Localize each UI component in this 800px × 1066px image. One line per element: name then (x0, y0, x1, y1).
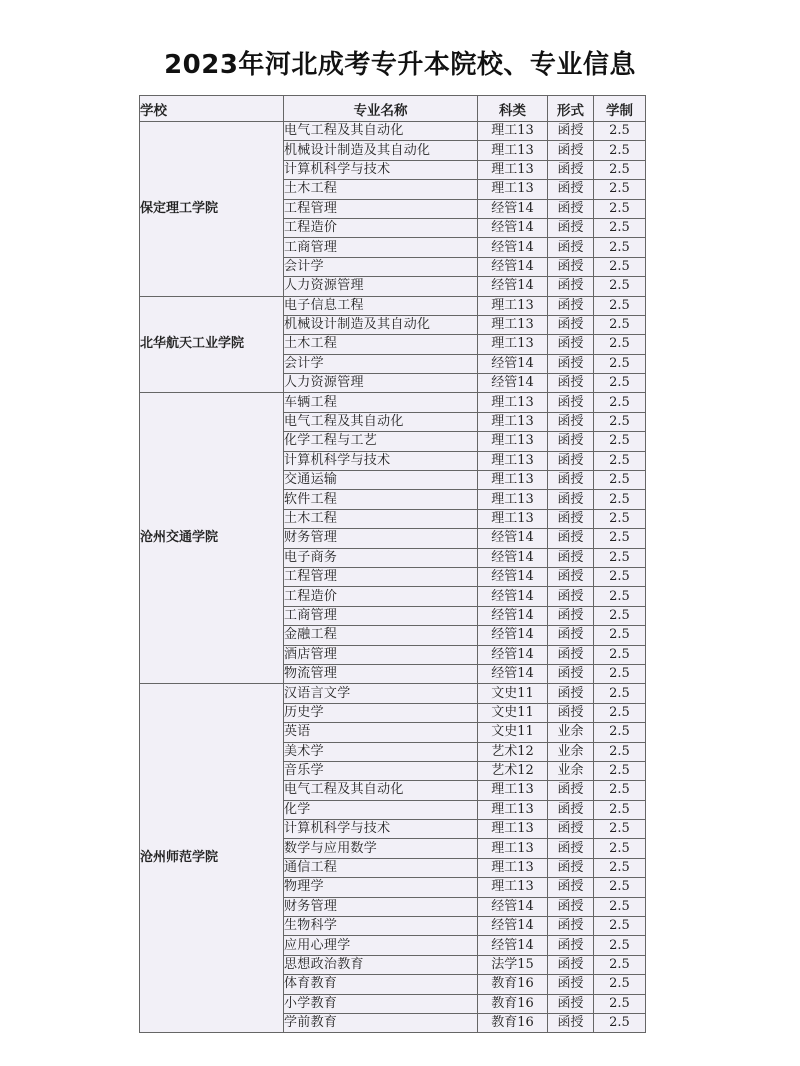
years-cell: 2.5 (594, 490, 646, 509)
years-cell: 2.5 (594, 664, 646, 683)
years-cell: 2.5 (594, 218, 646, 237)
years-cell: 2.5 (594, 897, 646, 916)
form-cell: 函授 (548, 490, 594, 509)
table-body (140, 122, 646, 1033)
years-cell: 2.5 (594, 975, 646, 994)
major-cell: 土木工程 (284, 180, 478, 199)
form-cell: 函授 (548, 1013, 594, 1032)
years-cell: 2.5 (594, 432, 646, 451)
category-cell: 理工13 (478, 490, 548, 509)
category-cell: 理工13 (478, 315, 548, 334)
years-cell: 2.5 (594, 354, 646, 373)
category-cell: 理工13 (478, 800, 548, 819)
form-cell: 函授 (548, 277, 594, 296)
years-cell: 2.5 (594, 471, 646, 490)
category-cell: 教育16 (478, 994, 548, 1013)
years-cell: 2.5 (594, 451, 646, 470)
category-cell: 理工13 (478, 781, 548, 800)
category-cell: 理工13 (478, 471, 548, 490)
major-cell: 工商管理 (284, 238, 478, 257)
major-cell: 车辆工程 (284, 393, 478, 412)
form-cell: 函授 (548, 820, 594, 839)
major-cell: 人力资源管理 (284, 277, 478, 296)
major-cell: 会计学 (284, 257, 478, 276)
form-cell: 函授 (548, 994, 594, 1013)
form-cell: 函授 (548, 839, 594, 858)
form-cell: 函授 (548, 664, 594, 683)
major-cell: 酒店管理 (284, 645, 478, 664)
major-cell: 工程造价 (284, 587, 478, 606)
years-cell: 2.5 (594, 936, 646, 955)
major-cell: 机械设计制造及其自动化 (284, 315, 478, 334)
years-cell: 2.5 (594, 122, 646, 141)
major-cell: 计算机科学与技术 (284, 160, 478, 179)
form-cell: 函授 (548, 684, 594, 703)
form-cell: 函授 (548, 451, 594, 470)
category-cell: 经管14 (478, 917, 548, 936)
form-cell: 函授 (548, 606, 594, 625)
category-cell: 教育16 (478, 1013, 548, 1032)
years-cell: 2.5 (594, 141, 646, 160)
major-cell: 电气工程及其自动化 (284, 412, 478, 431)
major-cell: 体育教育 (284, 975, 478, 994)
category-cell: 经管14 (478, 277, 548, 296)
category-cell: 经管14 (478, 238, 548, 257)
school-name-cell: 沧州师范学院 (140, 684, 284, 1033)
category-cell: 经管14 (478, 936, 548, 955)
major-cell: 英语 (284, 723, 478, 742)
category-cell: 理工13 (478, 296, 548, 315)
years-cell: 2.5 (594, 257, 646, 276)
major-cell: 工程管理 (284, 567, 478, 586)
category-cell: 理工13 (478, 412, 548, 431)
major-cell: 交通运输 (284, 471, 478, 490)
table-row (140, 684, 646, 703)
years-cell: 2.5 (594, 626, 646, 645)
years-cell: 2.5 (594, 994, 646, 1013)
form-cell: 函授 (548, 800, 594, 819)
header-school: 学校 (140, 96, 284, 122)
years-cell: 2.5 (594, 412, 646, 431)
form-cell: 函授 (548, 296, 594, 315)
years-cell: 2.5 (594, 742, 646, 761)
school-name-cell: 保定理工学院 (140, 122, 284, 297)
years-cell: 2.5 (594, 277, 646, 296)
form-cell: 函授 (548, 335, 594, 354)
years-cell: 2.5 (594, 393, 646, 412)
years-cell: 2.5 (594, 917, 646, 936)
category-cell: 理工13 (478, 180, 548, 199)
form-cell: 函授 (548, 858, 594, 877)
table-header-row (140, 96, 646, 122)
form-cell: 函授 (548, 315, 594, 334)
years-cell: 2.5 (594, 529, 646, 548)
years-cell: 2.5 (594, 374, 646, 393)
form-cell: 函授 (548, 548, 594, 567)
category-cell: 理工13 (478, 858, 548, 877)
category-cell: 文史11 (478, 703, 548, 722)
form-cell: 函授 (548, 122, 594, 141)
major-cell: 物流管理 (284, 664, 478, 683)
form-cell: 函授 (548, 160, 594, 179)
form-cell: 函授 (548, 180, 594, 199)
category-cell: 法学15 (478, 955, 548, 974)
category-cell: 理工13 (478, 839, 548, 858)
years-cell: 2.5 (594, 509, 646, 528)
form-cell: 函授 (548, 917, 594, 936)
category-cell: 理工13 (478, 122, 548, 141)
major-cell: 金融工程 (284, 626, 478, 645)
category-cell: 经管14 (478, 664, 548, 683)
major-cell: 会计学 (284, 354, 478, 373)
school-name-cell: 北华航天工业学院 (140, 296, 284, 393)
years-cell: 2.5 (594, 567, 646, 586)
major-cell: 化学工程与工艺 (284, 432, 478, 451)
category-cell: 经管14 (478, 606, 548, 625)
category-cell: 经管14 (478, 374, 548, 393)
majors-table (139, 95, 646, 1033)
years-cell: 2.5 (594, 820, 646, 839)
category-cell: 理工13 (478, 878, 548, 897)
category-cell: 艺术12 (478, 742, 548, 761)
major-cell: 数学与应用数学 (284, 839, 478, 858)
major-cell: 计算机科学与技术 (284, 820, 478, 839)
category-cell: 教育16 (478, 975, 548, 994)
years-cell: 2.5 (594, 238, 646, 257)
category-cell: 理工13 (478, 160, 548, 179)
major-cell: 物理学 (284, 878, 478, 897)
form-cell: 函授 (548, 354, 594, 373)
category-cell: 理工13 (478, 393, 548, 412)
category-cell: 经管14 (478, 354, 548, 373)
header-form: 形式 (548, 96, 594, 122)
form-cell: 函授 (548, 567, 594, 586)
form-cell: 函授 (548, 257, 594, 276)
major-cell: 学前教育 (284, 1013, 478, 1032)
form-cell: 函授 (548, 393, 594, 412)
table-row (140, 296, 646, 315)
years-cell: 2.5 (594, 315, 646, 334)
major-cell: 音乐学 (284, 761, 478, 780)
category-cell: 经管14 (478, 548, 548, 567)
category-cell: 经管14 (478, 567, 548, 586)
major-cell: 电气工程及其自动化 (284, 122, 478, 141)
major-cell: 电子商务 (284, 548, 478, 567)
major-cell: 电子信息工程 (284, 296, 478, 315)
years-cell: 2.5 (594, 296, 646, 315)
major-cell: 人力资源管理 (284, 374, 478, 393)
form-cell: 函授 (548, 141, 594, 160)
form-cell: 函授 (548, 374, 594, 393)
years-cell: 2.5 (594, 684, 646, 703)
major-cell: 化学 (284, 800, 478, 819)
years-cell: 2.5 (594, 548, 646, 567)
category-cell: 经管14 (478, 897, 548, 916)
major-cell: 小学教育 (284, 994, 478, 1013)
major-cell: 生物科学 (284, 917, 478, 936)
years-cell: 2.5 (594, 839, 646, 858)
major-cell: 美术学 (284, 742, 478, 761)
years-cell: 2.5 (594, 606, 646, 625)
major-cell: 财务管理 (284, 529, 478, 548)
major-cell: 计算机科学与技术 (284, 451, 478, 470)
major-cell: 财务管理 (284, 897, 478, 916)
major-cell: 工程管理 (284, 199, 478, 218)
category-cell: 经管14 (478, 257, 548, 276)
years-cell: 2.5 (594, 703, 646, 722)
category-cell: 理工13 (478, 451, 548, 470)
form-cell: 函授 (548, 529, 594, 548)
years-cell: 2.5 (594, 645, 646, 664)
category-cell: 经管14 (478, 218, 548, 237)
form-cell: 业余 (548, 723, 594, 742)
years-cell: 2.5 (594, 180, 646, 199)
form-cell: 函授 (548, 897, 594, 916)
form-cell: 函授 (548, 471, 594, 490)
page-title: 2023年河北成考专升本院校、专业信息 (164, 50, 636, 80)
header-major: 专业名称 (284, 96, 478, 122)
major-cell: 土木工程 (284, 335, 478, 354)
category-cell: 理工13 (478, 141, 548, 160)
major-cell: 土木工程 (284, 509, 478, 528)
form-cell: 函授 (548, 936, 594, 955)
form-cell: 函授 (548, 626, 594, 645)
years-cell: 2.5 (594, 335, 646, 354)
years-cell: 2.5 (594, 723, 646, 742)
category-cell: 理工13 (478, 820, 548, 839)
table-row (140, 122, 646, 141)
form-cell: 函授 (548, 432, 594, 451)
form-cell: 函授 (548, 238, 594, 257)
years-cell: 2.5 (594, 199, 646, 218)
form-cell: 函授 (548, 703, 594, 722)
years-cell: 2.5 (594, 1013, 646, 1032)
years-cell: 2.5 (594, 858, 646, 877)
years-cell: 2.5 (594, 587, 646, 606)
category-cell: 文史11 (478, 723, 548, 742)
category-cell: 理工13 (478, 432, 548, 451)
category-cell: 文史11 (478, 684, 548, 703)
years-cell: 2.5 (594, 878, 646, 897)
years-cell: 2.5 (594, 781, 646, 800)
form-cell: 函授 (548, 412, 594, 431)
category-cell: 经管14 (478, 626, 548, 645)
years-cell: 2.5 (594, 800, 646, 819)
major-cell: 思想政治教育 (284, 955, 478, 974)
major-cell: 通信工程 (284, 858, 478, 877)
major-cell: 电气工程及其自动化 (284, 781, 478, 800)
major-cell: 工商管理 (284, 606, 478, 625)
category-cell: 理工13 (478, 335, 548, 354)
category-cell: 经管14 (478, 529, 548, 548)
form-cell: 函授 (548, 199, 594, 218)
form-cell: 函授 (548, 587, 594, 606)
years-cell: 2.5 (594, 761, 646, 780)
category-cell: 经管14 (478, 587, 548, 606)
major-cell: 应用心理学 (284, 936, 478, 955)
category-cell: 经管14 (478, 199, 548, 218)
major-cell: 工程造价 (284, 218, 478, 237)
header-years: 学制 (594, 96, 646, 122)
form-cell: 函授 (548, 975, 594, 994)
form-cell: 业余 (548, 742, 594, 761)
school-name-cell: 沧州交通学院 (140, 393, 284, 684)
category-cell: 经管14 (478, 645, 548, 664)
form-cell: 函授 (548, 218, 594, 237)
major-cell: 机械设计制造及其自动化 (284, 141, 478, 160)
years-cell: 2.5 (594, 955, 646, 974)
form-cell: 函授 (548, 509, 594, 528)
years-cell: 2.5 (594, 160, 646, 179)
form-cell: 函授 (548, 645, 594, 664)
major-cell: 汉语言文学 (284, 684, 478, 703)
category-cell: 理工13 (478, 509, 548, 528)
table-row (140, 393, 646, 412)
form-cell: 业余 (548, 761, 594, 780)
category-cell: 艺术12 (478, 761, 548, 780)
header-category: 科类 (478, 96, 548, 122)
major-cell: 软件工程 (284, 490, 478, 509)
form-cell: 函授 (548, 878, 594, 897)
form-cell: 函授 (548, 781, 594, 800)
major-cell: 历史学 (284, 703, 478, 722)
form-cell: 函授 (548, 955, 594, 974)
